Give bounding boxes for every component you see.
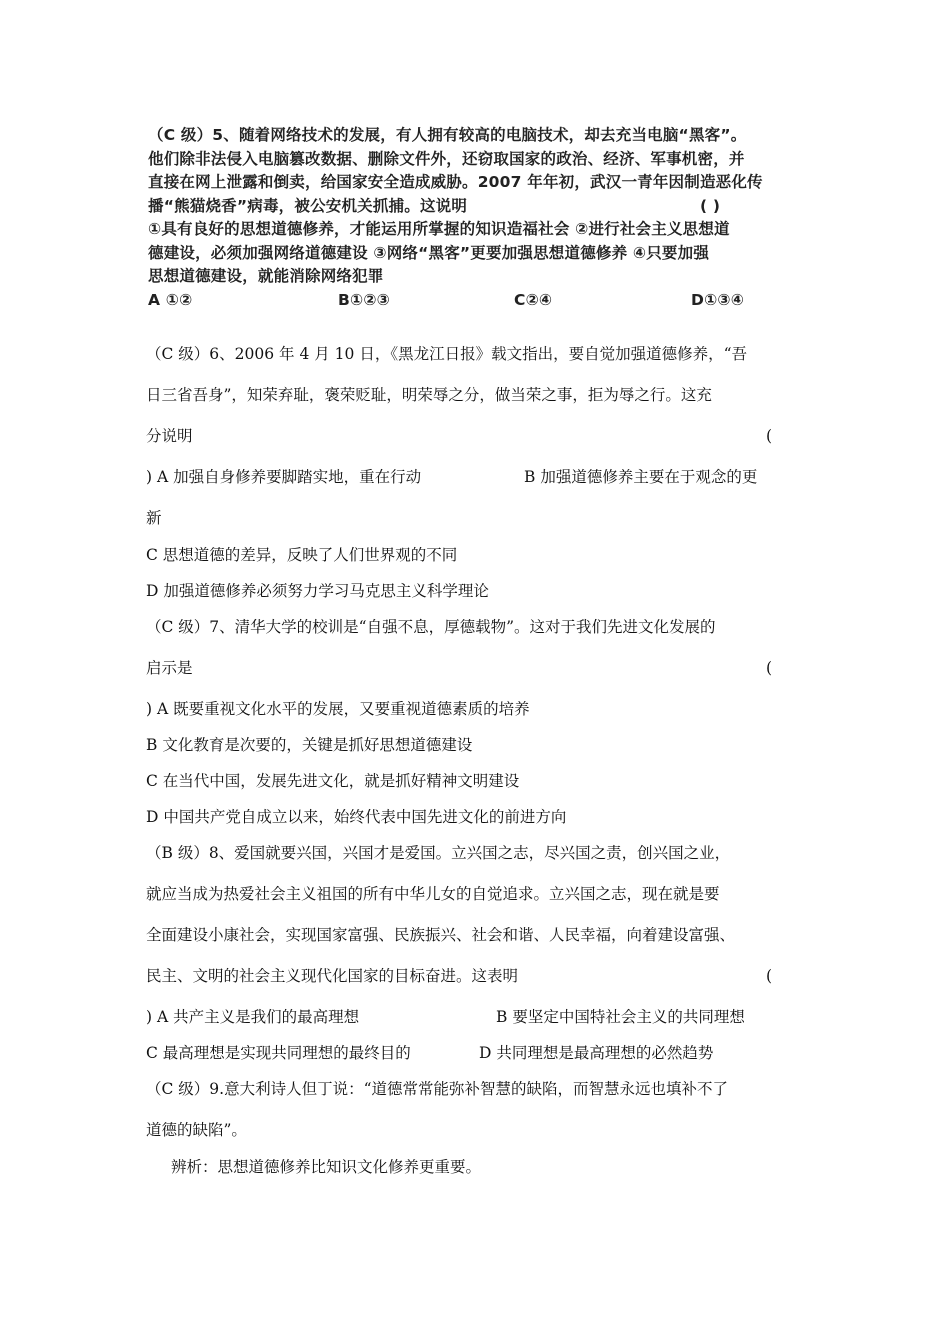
- q8-options-ab: [146, 1007, 786, 1027]
- q5-stem-end: 播“熊猫烧香”病毒，被公安机关抓捕。这说明: [148, 196, 468, 215]
- q9-line2: 道德的缺陷”。: [146, 1121, 247, 1139]
- q5-options: [148, 289, 768, 313]
- q8-line2: 就应当成为热爱社会主义祖国的所有中华儿女的自觉追求。立兴国之志，现在就是要: [146, 885, 720, 903]
- q9-analysis: 辨析：思想道德修养比知识文化修养更重要。: [171, 1158, 482, 1176]
- q8-line4: [146, 966, 786, 986]
- q8-option-a: ) A 共产主义是我们的最高理想: [146, 1008, 360, 1026]
- q5-line: 思想道德建设，就能消除网络犯罪: [148, 267, 384, 285]
- q7-option-d: D 中国共产党自成立以来，始终代表中国先进文化的前进方向: [146, 808, 567, 826]
- q8-option-d: D 共同理想是最高理想的必然趋势: [479, 1044, 714, 1062]
- q5-line: 直接在网上泄露和倒卖，给国家安全造成威胁。2007 年年初，武汉一青年因制造恶化传: [148, 173, 763, 191]
- q5-answer-paren: ( ): [700, 196, 721, 215]
- q7-stem-end: 启示是: [146, 659, 193, 677]
- q6-option-d: D 加强道德修养必须努力学习马克思主义科学理论: [146, 582, 489, 600]
- q5-line: [148, 195, 768, 219]
- q7-option-c: C 在当代中国，发展先进文化，就是抓好精神文明建设: [146, 772, 520, 790]
- q5-option-d: D①③④: [691, 290, 745, 309]
- q6-line1: （C 级）6、2006 年 4 月 10 日，《黑龙江日报》载文指出，要自觉加强道德修养，“吾: [146, 345, 747, 363]
- q8-paren-open: (: [766, 967, 773, 985]
- q8-line3: 全面建设小康社会，实现国家富强、民族振兴、社会和谐、人民幸福，向着建设富强、: [146, 926, 736, 944]
- q6-option-c: C 思想道德的差异，反映了人们世界观的不同: [146, 546, 458, 564]
- q5-line: （C 级）5、随着网络技术的发展，有人拥有较高的电脑技术，却去充当电脑“黑客”。: [148, 126, 747, 144]
- q6-option-b-cont: 新: [146, 509, 162, 527]
- q8-stem-end: 民主、文明的社会主义现代化国家的目标奋进。这表明: [146, 967, 519, 985]
- q6-line2: 日三省吾身”，知荣弃耻，褒荣贬耻，明荣辱之分，做当荣之事，拒为辱之行。这充: [146, 386, 712, 404]
- q6-options-ab: [146, 467, 786, 487]
- q5-line: 他们除非法侵入电脑篡改数据、删除文件外，还窃取国家的政治、经济、军事机密，并: [148, 149, 745, 168]
- q9-line1: （C 级）9.意大利诗人但丁说：“道德常常能弥补智慧的缺陷，而智慧永远也填补不了: [146, 1080, 729, 1098]
- q7-line1: （C 级）7、清华大学的校训是“自强不息，厚德载物”。这对于我们先进文化发展的: [146, 618, 716, 636]
- q5-option-c: C②④: [514, 290, 553, 309]
- q6-stem-end: 分说明: [146, 427, 193, 445]
- q8-line1: （B 级）8、爱国就要兴国，兴国才是爱国。立兴国之志，尽兴国之责，创兴国之业，: [146, 844, 731, 862]
- q6-line3: [146, 426, 786, 446]
- q5-line: ①具有良好的思想道德修养，才能运用所掌握的知识造福社会 ②进行社会主义思想道: [148, 220, 730, 238]
- q7-line2: [146, 658, 786, 678]
- q8-options-cd: [146, 1043, 786, 1063]
- q5-line: 德建设，必须加强网络道德建设 ③网络“黑客”更要加强思想道德修养 ④只要加强: [148, 243, 710, 262]
- q6-option-a: ) A 加强自身修养要脚踏实地，重在行动: [146, 468, 422, 486]
- q8-option-c: C 最高理想是实现共同理想的最终目的: [146, 1044, 411, 1062]
- q5-option-a: A ①②: [148, 290, 193, 309]
- question-5-scan: [148, 124, 768, 313]
- q6-option-b: B 加强道德修养主要在于观念的更: [524, 468, 758, 486]
- q6-paren-open: (: [766, 427, 773, 445]
- q7-paren-open: (: [766, 659, 773, 677]
- q7-option-b: B 文化教育是次要的，关键是抓好思想道德建设: [146, 736, 473, 754]
- q7-option-a: ) A 既要重视文化水平的发展，又要重视道德素质的培养: [146, 700, 530, 718]
- q8-option-b: B 要坚定中国特社会主义的共同理想: [496, 1008, 745, 1026]
- q5-option-b: B①②③: [338, 290, 390, 309]
